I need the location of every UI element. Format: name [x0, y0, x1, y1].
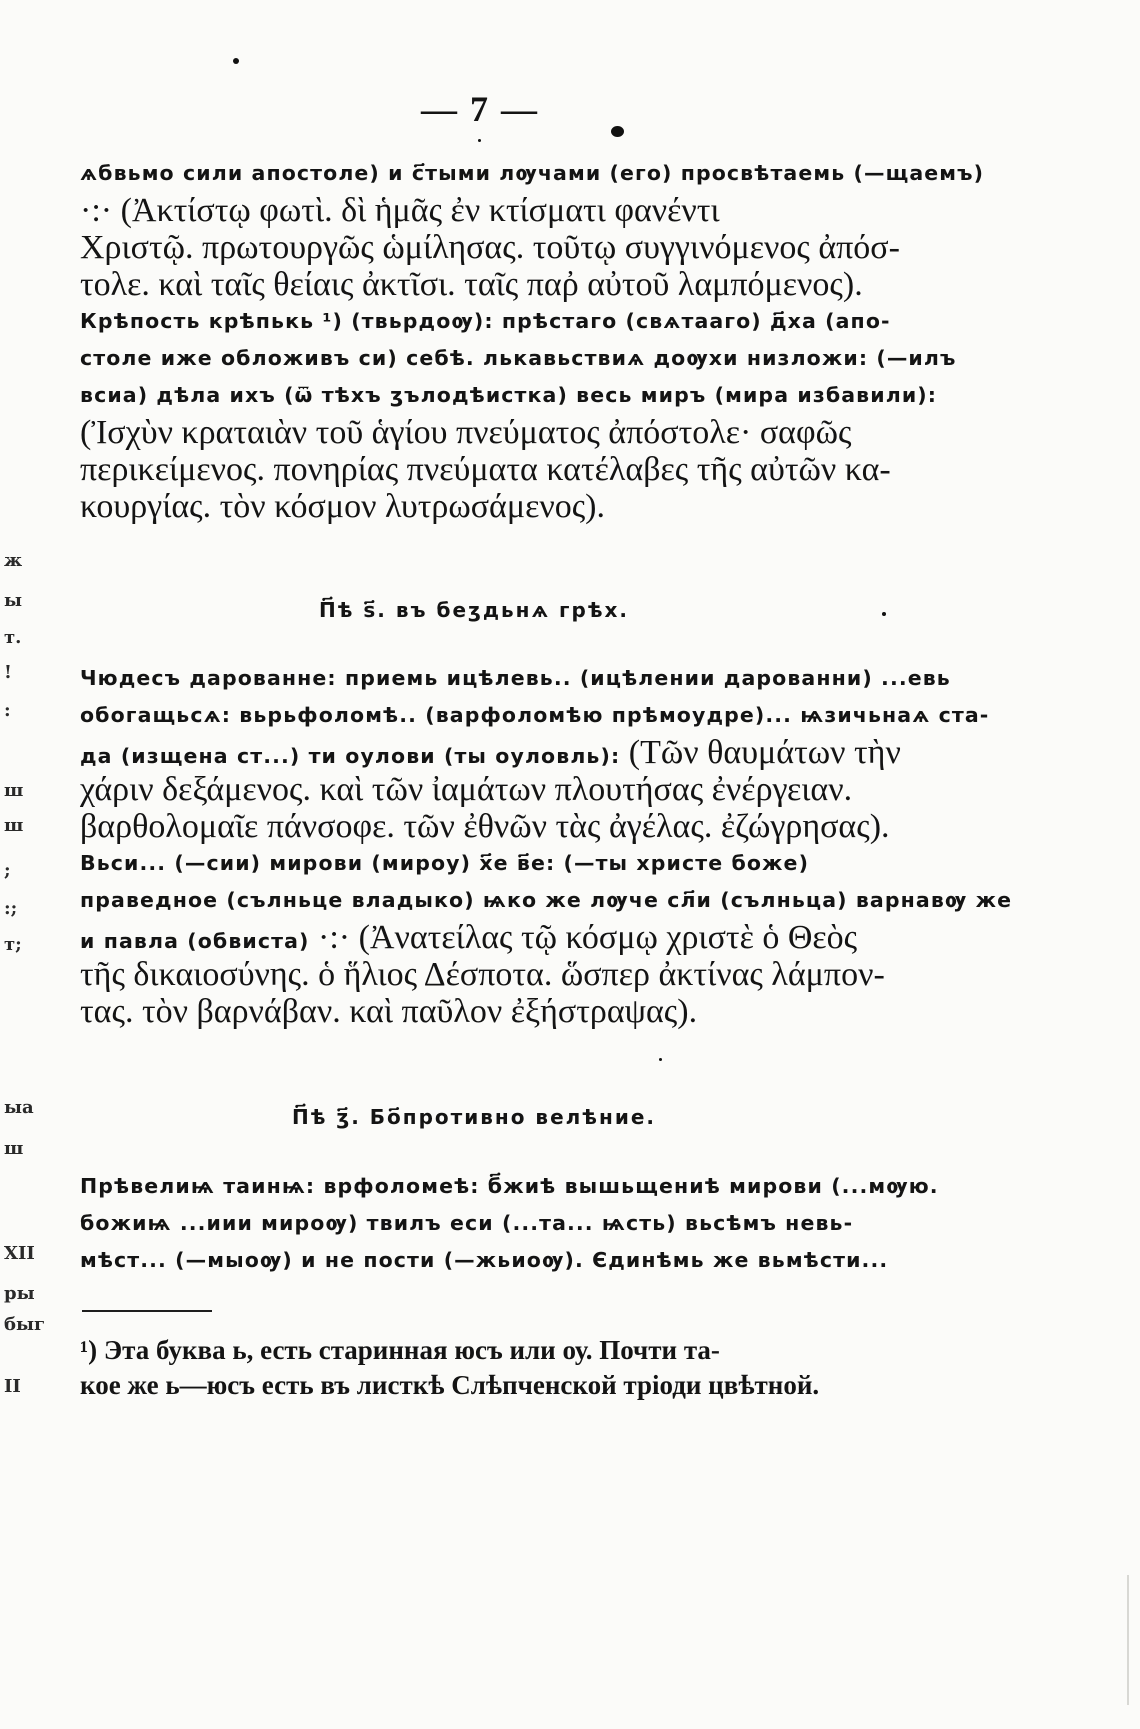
ink-speck: [659, 1058, 662, 1061]
footnote-line: кое же ь—юсъ есть въ листкѣ Слѣпченской тріоди цвѣтной.: [80, 1370, 820, 1400]
text-line: βαρθολομαῖε πάνσοφε. τῶν ἐθνῶν τὰς ἀγέλας. ἐζώγρησας).: [80, 808, 890, 845]
footnote-line: ¹) Эта буква ь, есть старинная юсъ или оу. Почти та-: [80, 1335, 720, 1365]
margin-fragment: :: [4, 700, 11, 721]
margin-fragment: ΙΙ: [4, 1376, 21, 1397]
margin-fragment: ш: [4, 780, 24, 801]
margin-fragment: быг: [4, 1314, 46, 1335]
greek-text: ·:· (Ἀνατείλας τῷ κόσμῳ χριστὲ ὁ Θεὸς: [309, 919, 858, 956]
text-line: обогащьсѧ: вьрьфоломѣ.. (варфоломѣю прѣмоудре)... ѩзичьнаѧ ста-: [80, 703, 990, 727]
margin-fragment: ш: [4, 815, 24, 836]
text-line: (Ἰσχὺν κραταιὰν τοῦ ἁγίου πνεύματος ἀπόστολε· σαφῶς: [80, 414, 852, 451]
ink-speck: [233, 58, 239, 64]
paragraph-3: [80, 1168, 939, 1279]
margin-fragment: ΧΙΙ: [4, 1243, 35, 1264]
paragraph-1: [80, 155, 985, 525]
slavonic-text: да (изщена ст...) ти оулови (ты оуловль):: [80, 744, 621, 768]
text-line: Чюдесъ дарованне: приемь ицѣлевь.. (ицѣлении дарованни) ...евь: [80, 666, 951, 690]
ink-speck: [478, 139, 481, 142]
margin-fragment: ш: [4, 1138, 24, 1159]
text-line: τολε. καὶ ταῖς θείαις ἀκτῖσι. ταῖς παῤ αὐτοῦ λαμπόμενος).: [80, 266, 863, 303]
text-line: Вьси... (—сии) мирови (мироу) х҃е в҃е: (—ты христе боже): [80, 851, 810, 875]
margin-fragment: !: [4, 662, 12, 683]
section-heading: П҃ѣ ӡ҃. Бо҃противно велѣние.: [291, 1105, 656, 1129]
margin-fragment: т;: [4, 934, 22, 955]
margin-fragment: ;: [4, 860, 11, 881]
text-line: божиѩ ...иии мироѹ) твилъ еси (...та... ѩсть) вьсѣмъ невь-: [80, 1211, 854, 1235]
ink-speck: [611, 126, 624, 137]
text-line: праведное (сълньце владыко) ѩко же лѹче сл҃и (сълньца) варнавѹ же: [80, 888, 1013, 912]
section-heading: П҃ѣ ѕ҃. въ беӡдьнѧ грѣх.: [318, 598, 630, 622]
margin-fragment: т.: [4, 627, 22, 648]
page-edge: [1127, 1575, 1129, 1705]
text-line: τῆς δικαιοσύνης. ὁ ἥλιος Δέσποτα. ὥσπερ ἀκτίνας λάμπον-: [80, 956, 885, 993]
text-line: Χριστῷ. πρωτουργῶς ὡμίλησας. τοῦτῳ συγγινόμενος ἀπόσ-: [80, 229, 900, 266]
footnote-divider: [82, 1310, 212, 1312]
margin-fragment: ы: [4, 590, 23, 611]
text-line: περικείμενος. πονηρίας πνεύματα κατέλαβες τῆς αὐτῶν κα-: [80, 451, 891, 488]
paragraph-2: [80, 660, 1013, 1030]
greek-text: (Τῶν θαυμάτων τὴν: [620, 734, 901, 771]
margin-fragment: ыа: [4, 1097, 34, 1118]
text-line: ·:· (Ἀκτίστῳ φωτὶ. δὶ ἡμᾶς ἐν κτίσματι φανέντι: [80, 192, 720, 229]
text-line: τας. τὸν βαρνάβαν. καὶ παῦλον ἐξήστραψας).: [80, 993, 698, 1030]
page-number: — 7 —: [421, 89, 539, 129]
left-margin-bleed: [0, 0, 48, 1729]
text-line: [80, 734, 901, 771]
text-line: [80, 919, 868, 956]
slavonic-text: и павла (обвиста): [80, 929, 310, 953]
text-line: мѣст... (—мыоѹ) и не пости (—жьиоѹ). Єдинѣмь же вьмѣсти...: [80, 1248, 889, 1272]
text-line: κουργίας. τὸν κόσμον λυτρωσάμενος).: [80, 488, 606, 525]
footnote: [80, 1333, 868, 1403]
text-line: χάριν δεξάμενος. καὶ τῶν ἰαμάτων πλουτήσας ἐνέργειαν.: [80, 771, 853, 808]
text-line: столе иже обложивъ си) себѣ. лькавьствиѧ доѹхи низложи: (—илъ: [80, 346, 957, 370]
ink-speck: [882, 612, 886, 616]
text-line: ѧбвьмо сили апостоле) и с҃тыми лѹчами (его) просвѣтаемь (—щаемъ): [80, 161, 985, 185]
text-line: Крѣпость крѣпькь ¹) (твьрдоѹ): прѣстаго (свѧтааго) д҃ха (апо-: [80, 309, 891, 333]
margin-fragment: :;: [4, 898, 18, 919]
text-line: Прѣвелиѩ таинѩ: врфоломеѣ: б҃жиѣ вышьщениѣ мирови (...мѹю.: [80, 1174, 939, 1198]
margin-fragment: ры: [4, 1283, 35, 1304]
text-line: всиа) дѣла ихъ (ѿ тѣхъ ӡълодѣистка) весь миръ (мира избавили):: [80, 383, 938, 407]
margin-fragment: ж: [4, 550, 23, 571]
